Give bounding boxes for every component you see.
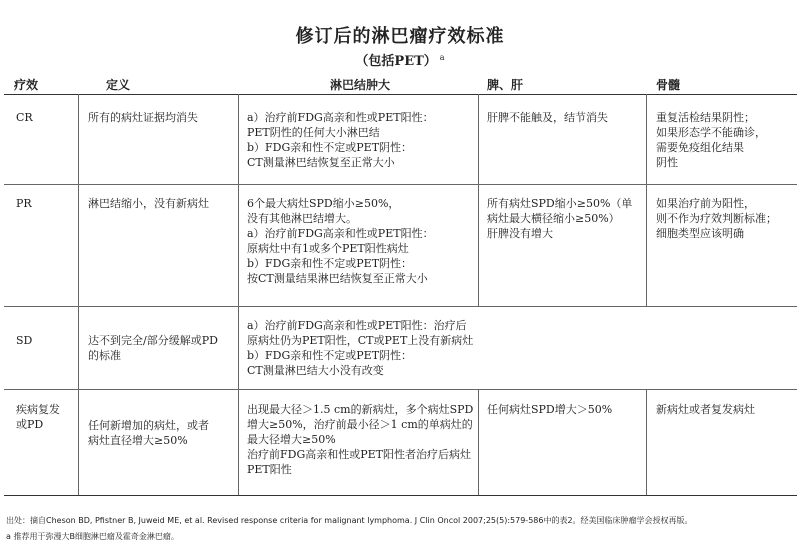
cell-line: a）治疗前FDG高亲和性或PET阳性： [247,227,434,240]
cell-line: 6个最大病灶SPD缩小≥50%， [247,197,400,210]
cell-line: 如果形态学不能确诊， [656,126,766,139]
cell-line: 肝脾没有增大 [487,227,553,240]
header-efficacy: 疗效 [14,78,39,92]
cell-line: 淋巴结缩小，没有新病灶 [88,197,209,210]
cell-line: PET阳性 [247,463,292,476]
row-cr-lymph [247,110,434,170]
cell-line: a）治疗前FDG高亲和性或PET阳性： [247,111,434,124]
row-pr-lymph [247,196,434,286]
row-pd-spleen-liver [487,402,612,417]
cell-line: 则不作为疗效判断标准； [656,212,777,225]
row-pr-definition [88,196,209,211]
row-pr-marrow [656,196,777,241]
cell-line: 的标准 [88,349,121,362]
cell-line: 任何病灶SPD增大＞50% [487,403,613,416]
header-bone-marrow: 骨髓 [656,78,681,92]
cell-line: 增大≥50%，治疗前最小径＞1 cm的单病灶的 [247,418,473,431]
cell-line: b）FDG亲和性不定或PET阴性： [247,141,413,154]
cell-line: 原病灶仍为PET阳性，CT或PET上没有新病灶 [247,334,474,347]
cell-line: 所有病灶SPD缩小≥50%（单 [487,197,633,210]
row-sd-lymph [247,318,473,378]
row-divider [4,389,797,390]
header-rule [4,94,797,95]
column-divider [478,389,479,495]
cell-line: CT测量淋巴结大小没有改变 [247,364,384,377]
column-divider [478,94,479,306]
cell-line: 疾病复发 [16,403,60,416]
cell-line: PET阴性的任何大小淋巴结 [247,126,380,139]
table-bottom-rule [4,495,797,496]
subtitle-footnote-mark: a [439,52,445,62]
cell-line: CR [16,111,33,124]
row-cr-spleen-liver [487,110,608,125]
cell-line: 需要免疫组化结果 [656,141,744,154]
cell-line: 病灶直径增大≥50% [88,434,188,447]
row-sd-efficacy [16,333,32,348]
cell-line: 所有的病灶证据均消失 [88,111,198,124]
row-pd-lymph [247,402,473,477]
row-divider [4,306,797,307]
cell-line: 肝脾不能触及，结节消失 [487,111,608,124]
cell-line: b）FDG亲和性不定或PET阴性： [247,349,413,362]
cell-line: 出现最大径＞1.5 cm的新病灶，多个病灶SPD [247,403,474,416]
row-cr-marrow [656,110,766,170]
footnote-source: 出处：摘自Cheson BD, Pfistner B, Juweid ME, et al. Revised response criteria for malignant lymphoma. J Clin Oncol 2007;25(5):579-586中的表2。经美国临床肿瘤学会授权再版。 [6,516,693,525]
column-divider [238,94,239,495]
cell-line: 病灶最大横径缩小≥50%） [487,212,620,225]
table-subtitle [0,50,800,69]
cell-line: b）FDG亲和性不定或PET阴性： [247,257,413,270]
cell-line: CT测量淋巴结恢复至正常大小 [247,156,395,169]
cell-line: 没有其他淋巴结增大。 [247,212,357,225]
row-pd-efficacy [16,402,60,432]
row-pr-spleen-liver [487,196,632,241]
cell-line: 原病灶中有1或多个PET阳性病灶 [247,242,409,255]
cell-line: PR [16,197,32,210]
cell-line: SD [16,334,33,347]
cell-line: 按CT测量结果淋巴结恢复至正常大小 [247,272,428,285]
row-divider [4,184,797,185]
cell-line: 达不到完全/部分缓解或PD [88,334,218,347]
subtitle-text: （包括PET） [355,54,437,69]
row-sd-definition [88,333,218,363]
row-pd-marrow [656,402,755,417]
cell-line: 或PD [16,418,44,431]
cell-line: 阴性 [656,156,678,169]
cell-line: a）治疗前FDG高亲和性或PET阳性：治疗后 [247,319,467,332]
row-pr-efficacy [16,196,32,211]
cell-line: 治疗前FDG高亲和性或PET阳性者治疗后病灶 [247,448,472,461]
column-divider [646,389,647,495]
header-spleen-liver: 脾、肝 [487,78,524,92]
cell-line: 最大径增大≥50% [247,433,336,446]
footnote-recommendation: a 推荐用于弥漫大B细胞淋巴瘤及霍奇金淋巴瘤。 [6,532,179,541]
cell-line: 重复活检结果阴性； [656,111,755,124]
cell-line: 细胞类型应该明确 [656,227,744,240]
column-divider [78,94,79,495]
cell-line: 新病灶或者复发病灶 [656,403,755,416]
row-pd-definition [88,418,209,448]
header-lymph-nodes: 淋巴结肿大 [330,78,391,92]
column-divider [646,94,647,306]
table-title: 修订后的淋巴瘤疗效标准 [295,26,505,47]
header-definition: 定义 [106,78,131,92]
cell-line: 如果治疗前为阳性， [656,197,755,210]
row-cr-efficacy [16,110,33,125]
row-cr-definition [88,110,198,125]
cell-line: 任何新增加的病灶，或者 [88,419,209,432]
